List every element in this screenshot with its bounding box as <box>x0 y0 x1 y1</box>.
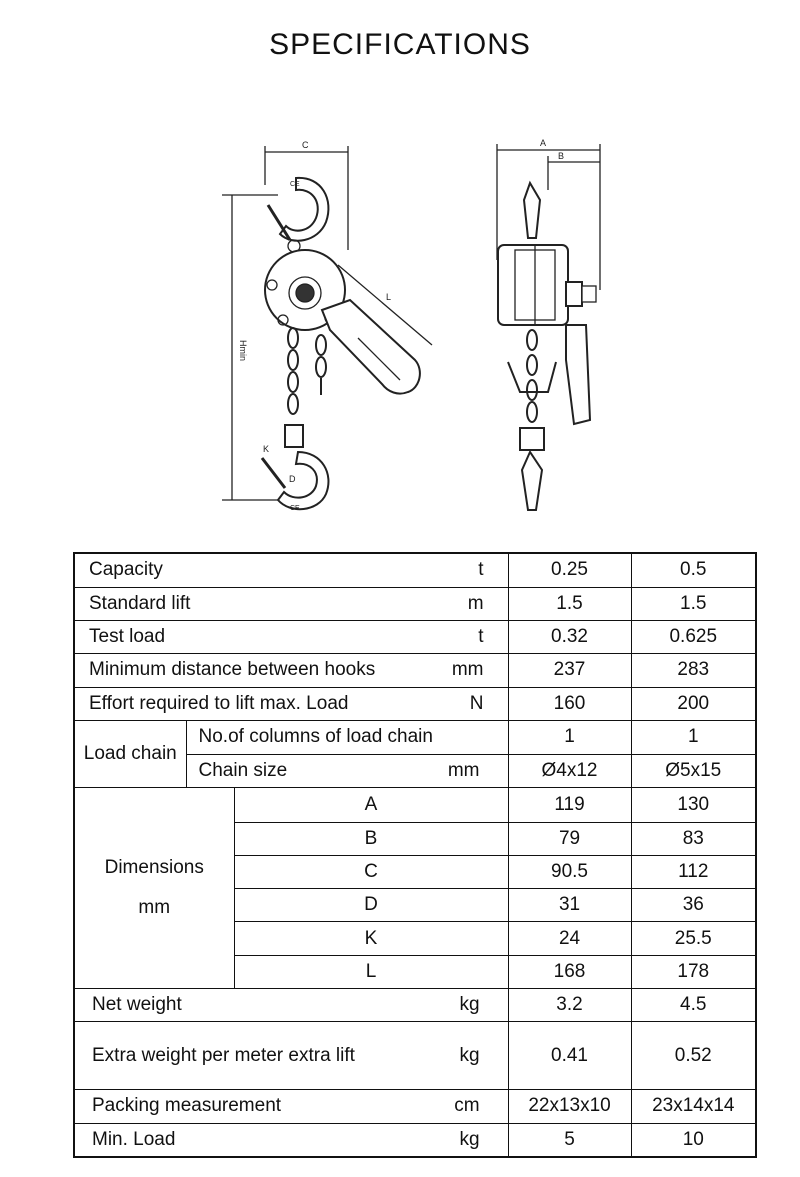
lever-hoist-technical-drawing <box>0 0 800 540</box>
dim-label-a: A <box>540 138 547 148</box>
row-label: Test load <box>89 626 166 648</box>
table-row <box>74 1089 756 1123</box>
specifications-table <box>73 552 757 1158</box>
value-cell: 36 <box>631 889 756 922</box>
ce-mark-top: CE <box>290 181 300 188</box>
load-chain-label: Load chain <box>74 720 186 788</box>
value-cell: 130 <box>631 788 756 822</box>
value-cell: 90.5 <box>508 855 631 888</box>
table-row <box>74 553 756 587</box>
dim-label-b: B <box>558 151 565 161</box>
value-cell: 31 <box>508 889 631 922</box>
value-cell: 0.52 <box>631 1022 756 1090</box>
dim-label-c: C <box>302 140 309 150</box>
row-label: Minimum distance between hooks <box>89 659 376 681</box>
row-unit: N <box>469 692 484 714</box>
dimension-key: C <box>234 855 508 888</box>
dimensions-unit: mm <box>138 897 171 919</box>
row-unit: t <box>478 626 484 648</box>
dim-label-k: K <box>263 444 270 454</box>
value-cell: 10 <box>631 1124 756 1157</box>
ce-mark-bottom: CE <box>290 505 300 512</box>
row-unit: kg <box>459 1044 480 1066</box>
row-unit: mm <box>447 760 480 782</box>
value-cell: 5 <box>508 1124 631 1157</box>
value-cell: 1.5 <box>631 587 756 620</box>
value-cell: 0.625 <box>631 621 756 654</box>
row-unit: m <box>467 592 484 614</box>
value-cell: 178 <box>631 955 756 988</box>
dimension-key: L <box>234 955 508 988</box>
table-row <box>74 654 756 687</box>
value-cell: 160 <box>508 687 631 720</box>
row-unit: mm <box>451 659 484 681</box>
dimension-key: K <box>234 922 508 955</box>
value-cell: 0.41 <box>508 1022 631 1090</box>
table-row <box>74 587 756 620</box>
value-cell: 3.2 <box>508 989 631 1022</box>
row-label: Min. Load <box>92 1129 176 1151</box>
row-label: Standard lift <box>89 592 191 614</box>
value-cell: 200 <box>631 687 756 720</box>
row-label: Packing measurement <box>92 1095 282 1117</box>
table-row <box>74 1022 756 1090</box>
dim-label-hmin: Hmin <box>238 340 248 362</box>
value-cell: 24 <box>508 922 631 955</box>
value-cell: Ø4x12 <box>508 755 631 788</box>
dimension-key: B <box>234 822 508 855</box>
value-cell: 0.32 <box>508 621 631 654</box>
value-cell: 22x13x10 <box>508 1089 631 1123</box>
row-label: No.of columns of load chain <box>198 726 433 748</box>
value-cell: Ø5x15 <box>631 755 756 788</box>
table-row <box>74 621 756 654</box>
value-cell: 83 <box>631 822 756 855</box>
dimension-key: D <box>234 889 508 922</box>
dim-label-l: L <box>386 292 392 302</box>
row-unit: t <box>478 559 484 581</box>
value-cell: 112 <box>631 855 756 888</box>
value-cell: 283 <box>631 654 756 687</box>
value-cell: 0.25 <box>508 553 631 587</box>
value-cell: 1 <box>631 720 756 754</box>
row-unit: kg <box>459 994 480 1016</box>
page-title: SPECIFICATIONS <box>269 28 531 61</box>
value-cell: 25.5 <box>631 922 756 955</box>
value-cell: 79 <box>508 822 631 855</box>
table-row <box>74 788 756 822</box>
value-cell: 168 <box>508 955 631 988</box>
row-unit: kg <box>459 1129 480 1151</box>
table-row <box>74 989 756 1022</box>
dimensions-label: Dimensions <box>104 857 204 879</box>
row-label: Chain size <box>198 760 288 782</box>
value-cell: 1 <box>508 720 631 754</box>
dimension-key: A <box>234 788 508 822</box>
value-cell: 4.5 <box>631 989 756 1022</box>
row-unit: cm <box>454 1095 480 1117</box>
table-row <box>74 687 756 720</box>
dim-label-d: D <box>289 474 296 484</box>
value-cell: 0.5 <box>631 553 756 587</box>
value-cell: 23x14x14 <box>631 1089 756 1123</box>
value-cell: 119 <box>508 788 631 822</box>
table-row <box>74 1124 756 1157</box>
value-cell: 1.5 <box>508 587 631 620</box>
table-row <box>74 720 756 754</box>
row-label: Net weight <box>92 994 182 1016</box>
row-label: Extra weight per meter extra lift <box>92 1044 355 1066</box>
row-label: Capacity <box>89 559 163 581</box>
row-label: Effort required to lift max. Load <box>89 692 349 714</box>
value-cell: 237 <box>508 654 631 687</box>
